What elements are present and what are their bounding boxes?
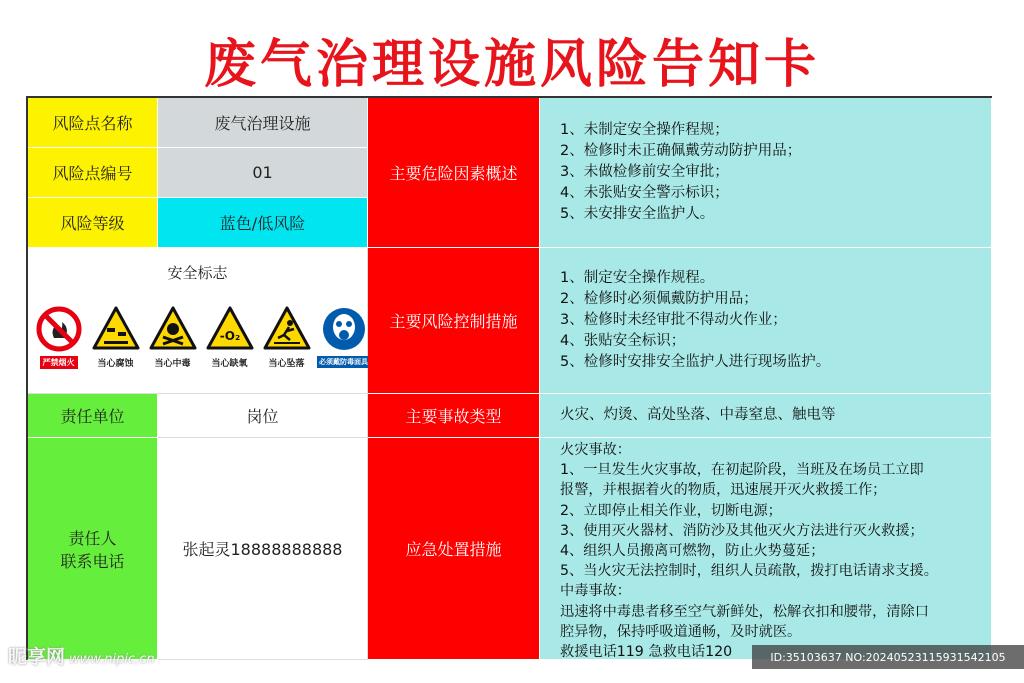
- emergency-item: 迅速将中毒患者移至空气新鲜处，松解衣扣和腰带，清除口: [560, 603, 929, 620]
- emergency-item: 报警，并根据着火的物质，迅速展开灭火救援工作；: [560, 482, 887, 499]
- hazard-item: 4、未张贴安全警示标识；: [560, 185, 729, 201]
- sign-label: 当心腐蚀: [97, 359, 134, 369]
- gas-mask-icon: [319, 304, 369, 354]
- svg-text:-O₂: -O₂: [219, 329, 240, 343]
- safety-signs-row: [32, 304, 370, 369]
- safety-signs-title: 安全标志: [167, 264, 228, 282]
- responsible-person-label: [28, 438, 158, 660]
- control-item: 4、张贴安全标识；: [560, 333, 686, 349]
- main-hazards-header: 主要危险因素概述: [368, 98, 540, 248]
- responsible-person-text: 责任人: [68, 528, 117, 548]
- sign-corrosion: [89, 304, 142, 369]
- sign-label: 当心中毒: [154, 359, 191, 369]
- main-hazards-content: [540, 98, 992, 248]
- sign-label: 当心缺氧: [211, 359, 248, 369]
- main-accidents-header: 主要事故类型: [368, 394, 540, 438]
- sign-fall: [260, 304, 313, 369]
- watermark-url: www.nipic.cn: [69, 652, 155, 667]
- emergency-header: 应急处置措施: [368, 438, 540, 660]
- sign-gas-mask: [317, 304, 370, 369]
- emergency-content: [540, 438, 992, 660]
- watermark-brand: 昵享网: [8, 646, 66, 668]
- emergency-item: 4、组织人员搬离可燃物，防止火势蔓延；: [560, 543, 825, 560]
- safety-signs-panel: [28, 248, 368, 394]
- sign-poison: [146, 304, 199, 369]
- risk-point-no-label: 风险点编号: [28, 148, 158, 198]
- page-title: 废气治理设施风险告知卡: [203, 35, 820, 95]
- control-item: 1、制定安全操作规程。: [560, 270, 715, 286]
- main-accidents-content: [540, 394, 992, 438]
- control-item: 5、检修时安排安全监护人进行现场监护。: [560, 354, 831, 370]
- controls-list: [540, 268, 830, 373]
- image-id-stamp: ID:35103637 NO:20240523115931542105: [752, 645, 1024, 669]
- sign-label: 必须戴防毒面具: [319, 358, 368, 366]
- emergency-item: 1、一旦发生火灾事故，在初起阶段，当班及在场员工立即: [560, 462, 924, 479]
- hazard-item: 2、检修时未正确佩戴劳动防护用品；: [560, 143, 802, 159]
- poison-warning-icon: [148, 304, 198, 354]
- main-controls-content: [540, 248, 992, 394]
- hazard-item: 5、未安排安全监护人。: [560, 206, 715, 222]
- control-item: 3、检修时未经审批不得动火作业；: [560, 312, 787, 328]
- responsible-unit-label: 责任单位: [28, 394, 158, 438]
- risk-level-label: 风险等级: [28, 198, 158, 248]
- risk-point-name-label: 风险点名称: [28, 98, 158, 148]
- fall-warning-icon: [262, 304, 312, 354]
- emergency-item: 火灾事故：: [560, 442, 631, 458]
- sign-no-fire: [32, 304, 85, 369]
- risk-point-name-value: 废气治理设施: [158, 98, 368, 148]
- emergency-item: 2、立即停止相关作业，切断电源；: [560, 502, 782, 519]
- main-controls-header: 主要风险控制措施: [368, 248, 540, 394]
- corrosion-warning-icon: [91, 304, 141, 354]
- emergency-item: 3、使用灭火器材、消防沙及其他灭火方法进行灭火救援；: [560, 522, 924, 539]
- watermark: [8, 642, 155, 669]
- hazards-list: [540, 120, 801, 225]
- emergency-item: 腔异物，保持呼吸道通畅，及时就医。: [560, 623, 802, 640]
- sign-oxygen: [203, 304, 256, 369]
- responsible-unit-value: 岗位: [158, 394, 368, 438]
- risk-card: [26, 96, 992, 660]
- risk-level-value: 蓝色/低风险: [158, 198, 368, 248]
- contact-phone-text: 联系电话: [60, 551, 125, 571]
- emergency-item: 5、当火灾无法控制时，组织人员疏散，拨打电话请求支援。: [560, 563, 938, 580]
- risk-point-no-value: 01: [158, 148, 368, 198]
- hazard-item: 1、未制定安全操作程规；: [560, 122, 729, 138]
- emergency-list: [540, 440, 938, 662]
- responsible-person-value: 张起灵18888888888: [158, 438, 368, 660]
- emergency-item: 中毒事故：: [560, 583, 631, 600]
- hazard-item: 3、未做检修前安全审批；: [560, 164, 729, 180]
- sign-label: 当心坠落: [268, 359, 305, 369]
- oxygen-warning-icon: [205, 304, 255, 354]
- control-item: 2、检修时必须佩戴防护用品；: [560, 291, 758, 307]
- emergency-item: 救援电话119 急救电话120: [560, 644, 733, 661]
- no-fire-icon: [34, 304, 84, 354]
- sign-label: 严禁烟火: [40, 356, 78, 369]
- main-accidents-value: 火灾、灼烫、高处坠落、中毒窒息、触电等: [560, 407, 836, 423]
